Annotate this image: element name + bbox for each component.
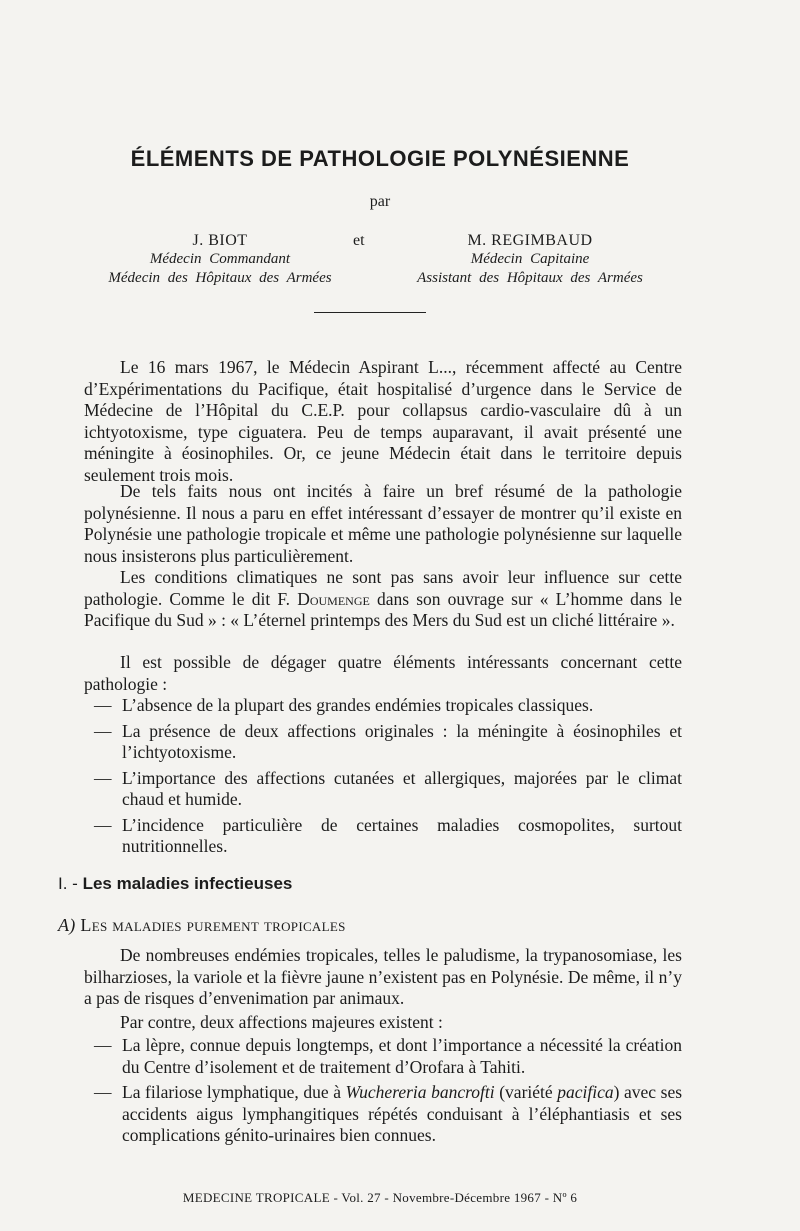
elements-list [94, 695, 682, 862]
article-title: ÉLÉMENTS DE PATHOLOGIE POLYNÉSIENNE [130, 146, 630, 171]
text-run: dans son ouvrage sur « L’homme dans le Pacifique du Sud » : « L’éternel printemps des Mers du Sud est un cliché littéraire ». [84, 588, 683, 630]
paragraph-text: Le 16 mars 1967, le Médecin Aspirant L..., récemment affecté au Centre d’Expérimentations du Pacifique, était hospitalisé d’urgence dans le Service de Médecine de l’Hôpital du C.E.P. pour collapsus cardio-vasculaire dû à un ichtyotoxisme, type ciguatera. Peu de temps auparavant, il avait présenté une méningite à éosinophiles. Or, ce jeune Médecin était dans le territoire depuis seulement trois mois. [84, 357, 682, 485]
diseases-list [94, 1035, 682, 1151]
by-label: par [369, 193, 391, 210]
section-heading [58, 874, 292, 894]
paragraph [84, 945, 682, 1010]
list-item-text: L’absence de la plupart des grandes endémies tropicales classiques. [122, 695, 594, 715]
author-affiliation: Assistant des Hôpitaux des Armées [417, 270, 643, 286]
author-name: J. BIOT [192, 232, 248, 249]
paragraph-text: Par contre, deux affections majeures existent : [120, 1012, 443, 1032]
author-biot [70, 232, 370, 288]
section-title: Les maladies infectieuses [82, 874, 293, 893]
paragraph-text: De tels faits nous ont incités à faire un bref résumé de la pathologie polynésienne. Il nous a paru en effet intéressant d’essayer de montrer qu’il existe en Polynésie une pathologie tropicale et même une pathologie polynésienne sur laquelle nous insisterons plus particulièrement. [84, 481, 682, 566]
text-run: Les conditions climatiques ne sont pas sans avoir leur influence sur cette pathologie. Comme le dit F. [84, 567, 682, 609]
list-item-text: La présence de deux affections originales : la méningite à éosinophiles et l’ichtyotoxisme. [122, 720, 682, 762]
subsection-letter: A) [58, 915, 76, 935]
title-divider [314, 312, 426, 313]
dash-bullet: — [94, 1082, 112, 1102]
author-role: Médecin Capitaine [470, 251, 590, 267]
list-item [94, 815, 682, 858]
list-item [94, 695, 682, 717]
list-item-text: L’importance des affections cutanées et allergiques, majorées par le climat chaud et humide. [122, 767, 682, 809]
text-run: (variété [499, 1082, 553, 1102]
paragraph [84, 567, 682, 632]
section-number: I. - [58, 874, 78, 893]
author-role: Médecin Commandant [149, 251, 291, 267]
paragraph-text [84, 567, 682, 632]
text-run: La filariose lymphatique, due à [122, 1082, 341, 1102]
list-item-text: La lèpre, connue depuis longtemps, et dont l’importance a nécessité la création du Centre d’isolement et de traitement d’Orofara à Tahiti. [122, 1035, 682, 1077]
list-item [94, 1035, 682, 1078]
and-label: et [353, 232, 365, 249]
author-name: M. REGIMBAUD [467, 232, 593, 249]
cited-author: Doumenge [297, 588, 370, 609]
list-item [94, 1082, 682, 1147]
list-item [94, 721, 682, 764]
dash-bullet: — [94, 720, 112, 741]
dash-bullet: — [94, 814, 112, 835]
paragraph [84, 481, 682, 567]
paragraph [84, 1012, 682, 1034]
subsection-title: Les maladies purement tropicales [80, 915, 346, 935]
species-name: Wuchereria bancrofti [345, 1082, 495, 1102]
dash-bullet: — [94, 767, 112, 788]
subsection-heading [58, 915, 346, 936]
list-item-text: L’incidence particulière de certaines maladies cosmopolites, surtout nutritionnelles. [122, 814, 682, 856]
paragraph [84, 357, 682, 486]
author-regimbaud [380, 232, 680, 288]
paragraph [84, 652, 682, 695]
paragraph-text: Il est possible de dégager quatre éléments intéressants concernant cette pathologie : [84, 652, 682, 694]
journal-footer: MEDECINE TROPICALE - Vol. 27 - Novembre-Décembre 1967 - Nº 6 [182, 1190, 578, 1205]
dash-bullet: — [94, 1035, 112, 1055]
dash-bullet: — [94, 695, 112, 715]
variety-name: pacifica [557, 1082, 614, 1102]
paragraph-text: De nombreuses endémies tropicales, telles le paludisme, la trypanosomiase, les bilharzioses, la variole et la fièvre jaune n’existent pas en Polynésie. De même, il n’y a pas de risques d’envenimation par animaux. [84, 945, 682, 1008]
author-affiliation: Médecin des Hôpitaux des Armées [108, 270, 332, 286]
list-item [94, 768, 682, 811]
text-run: ) avec ses accidents aigus lymphangitiques répétés conduisant à l’éléphantiasis et ses complications génito-urinaires bien connues. [122, 1082, 683, 1145]
